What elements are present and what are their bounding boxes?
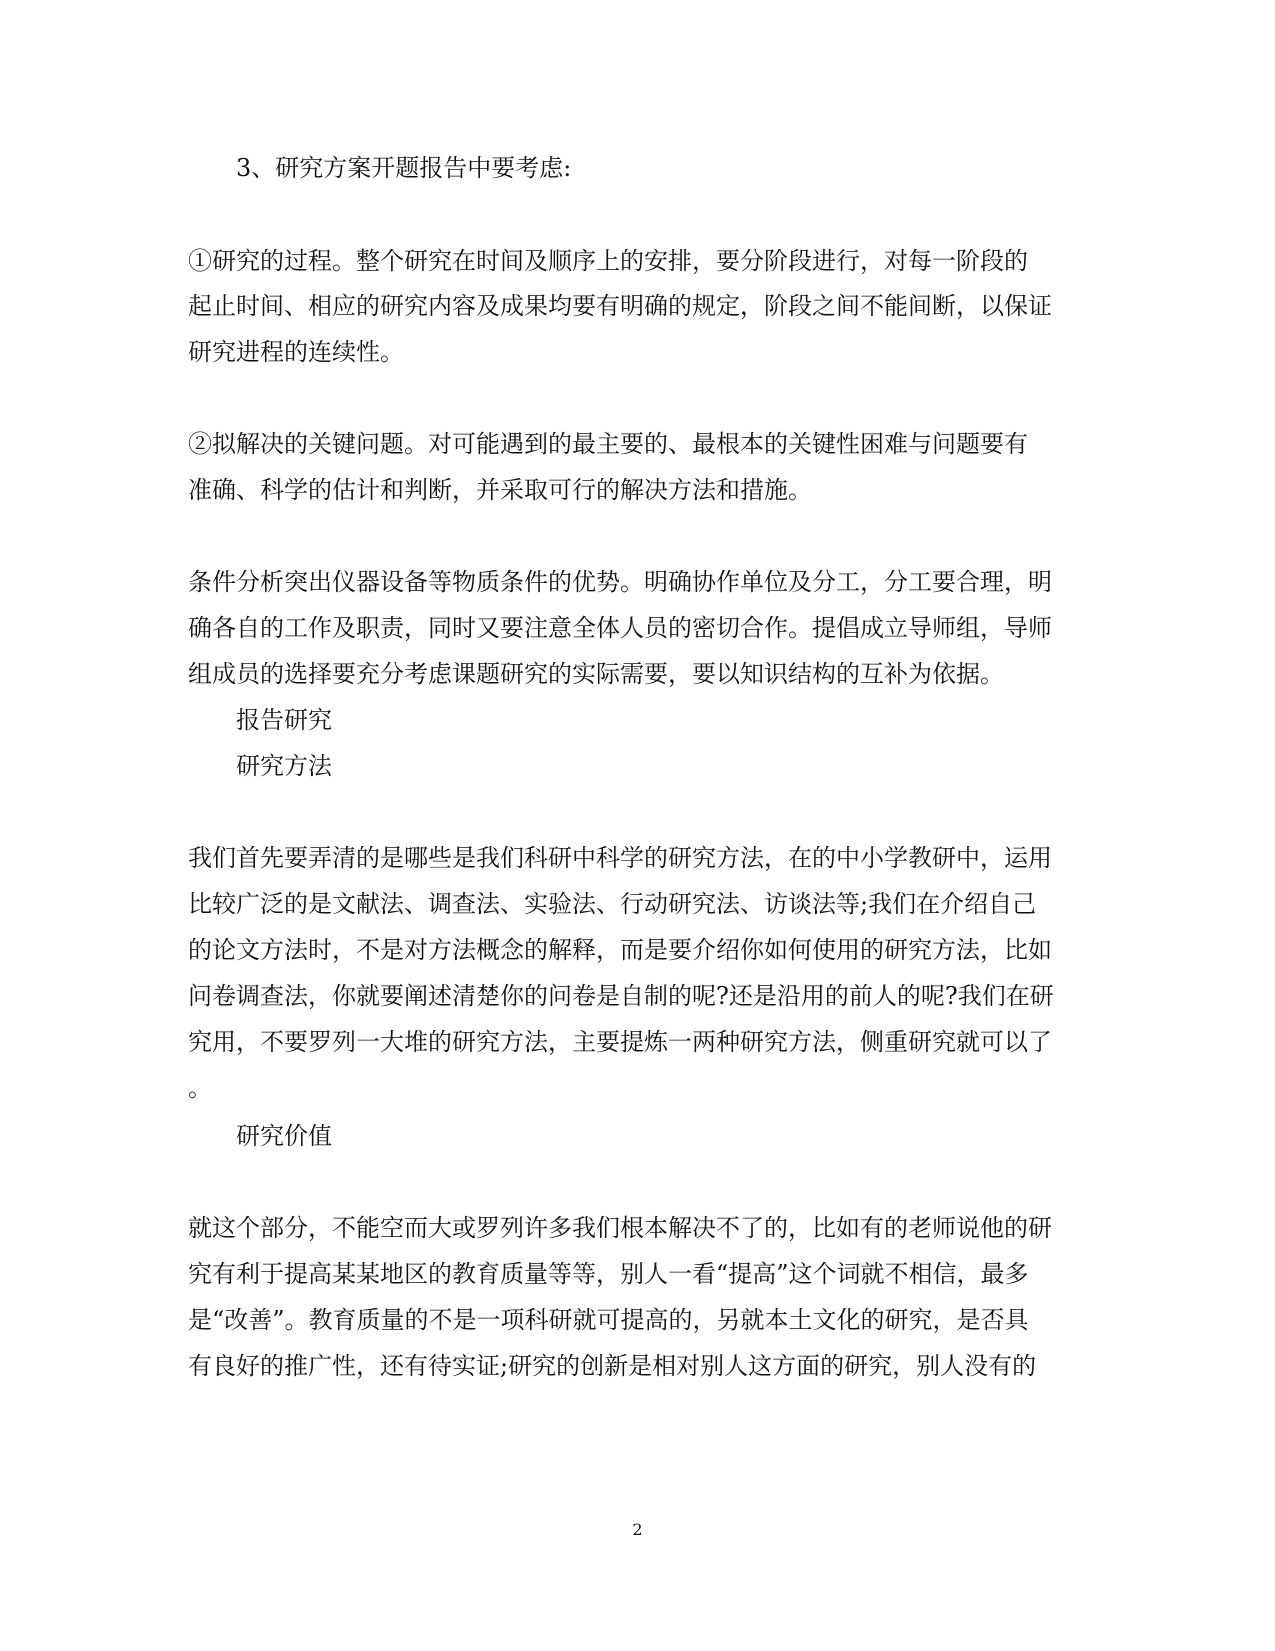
item2-line2: 准确、科学的估计和判断，并采取可行的解决方法和措施。	[188, 476, 812, 504]
value-line4: 有良好的推广性，还有待实证;研究的创新是相对别人这方面的研究，别人没有的	[188, 1352, 1037, 1380]
item1-line1: ①研究的过程。整个研究在时间及顺序上的安排，要分阶段进行，对每一阶段的	[188, 247, 1028, 275]
value-line1: 就这个部分，不能空而大或罗列许多我们根本解决不了的，比如有的老师说他的研	[188, 1214, 1052, 1242]
item1-line3: 研究进程的连续性。	[188, 338, 404, 366]
methods-line4: 问卷调查法，你就要阐述清楚你的问卷是自制的呢?还是沿用的前人的呢?我们在研	[188, 982, 1054, 1010]
methods-line1: 我们首先要弄清的是哪些是我们科研中科学的研究方法，在的中小学教研中，运用	[188, 844, 1052, 872]
item1-line2: 起止时间、相应的研究内容及成果均要有明确的规定，阶段之间不能间断，以保证	[188, 292, 1052, 320]
methods-line3: 的论文方法时，不是对方法概念的解释，而是要介绍你如何使用的研究方法，比如	[188, 936, 1052, 964]
value-line3: 是“改善”。教育质量的不是一项科研就可提高的，另就本土文化的研究，是否具	[188, 1306, 1029, 1334]
item2-line1: ②拟解决的关键问题。对可能遇到的最主要的、最根本的关键性困难与问题要有	[188, 430, 1028, 458]
methods-line6: 。	[188, 1074, 212, 1102]
page-number: 2	[632, 1520, 643, 1539]
methods-line2: 比较广泛的是文献法、调查法、实验法、行动研究法、访谈法等;我们在介绍自己	[188, 890, 1037, 918]
methods-line5: 究用，不要罗列一大堆的研究方法，主要提炼一两种研究方法，侧重研究就可以了	[188, 1028, 1052, 1056]
subheading-report: 报告研究	[236, 706, 332, 734]
section-heading: 3、研究方案开题报告中要考虑:	[236, 154, 572, 182]
subheading-methods: 研究方法	[236, 752, 332, 780]
conditions-line1: 条件分析突出仪器设备等物质条件的优势。明确协作单位及分工，分工要合理，明	[188, 568, 1052, 596]
conditions-line2: 确各自的工作及职责，同时又要注意全体人员的密切合作。提倡成立导师组，导师	[188, 614, 1052, 642]
conditions-line3: 组成员的选择要充分考虑课题研究的实际需要，要以知识结构的互补为依据。	[188, 660, 1004, 688]
value-line2: 究有利于提高某某地区的教育质量等等，别人一看“提高”这个词就不相信，最多	[188, 1260, 1029, 1288]
subheading-value: 研究价值	[236, 1122, 332, 1150]
